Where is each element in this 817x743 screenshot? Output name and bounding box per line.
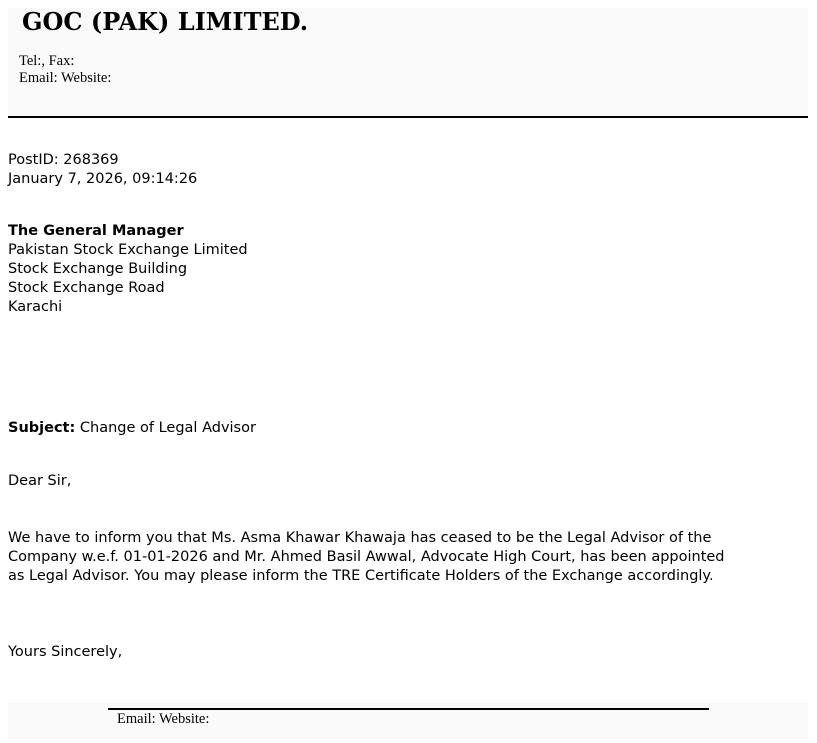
post-datetime: January 7, 2026, 09:14:26 (8, 171, 198, 187)
company-name: GOC (PAK) LIMITED. (22, 7, 309, 36)
subject-text: Change of Legal Advisor (79, 420, 256, 436)
footer-divider (108, 708, 709, 710)
post-id: PostID: 268369 (8, 152, 119, 168)
recipient-city: Karachi (8, 299, 63, 315)
recipient-organization: Pakistan Stock Exchange Limited (8, 242, 248, 258)
body-line: as Legal Advisor. You may please inform the TRE Certificate Holders of the Exchange accordingly. (8, 568, 714, 584)
salutation: Dear Sir, (8, 473, 72, 489)
letter-body (8, 529, 803, 586)
recipient-building: Stock Exchange Building (8, 261, 188, 277)
tel-fax-line: Tel:, Fax: (19, 53, 75, 69)
recipient-road: Stock Exchange Road (8, 280, 165, 296)
closing: Yours Sincerely, (8, 644, 123, 660)
email-website-line: Email: Website: (19, 70, 112, 86)
recipient-title: The General Manager (8, 223, 184, 239)
body-line: We have to inform you that Ms. Asma Khawar Khawaja has ceased to be the Legal Advisor of the (8, 530, 712, 546)
header-divider (8, 116, 808, 118)
subject-line (8, 419, 256, 438)
subject-label: Subject: (8, 420, 76, 436)
footer-email-website: Email: Website: (117, 711, 210, 727)
body-line: Company w.e.f. 01-01-2026 and Mr. Ahmed Basil Awwal, Advocate High Court, has been appointed (8, 549, 725, 565)
